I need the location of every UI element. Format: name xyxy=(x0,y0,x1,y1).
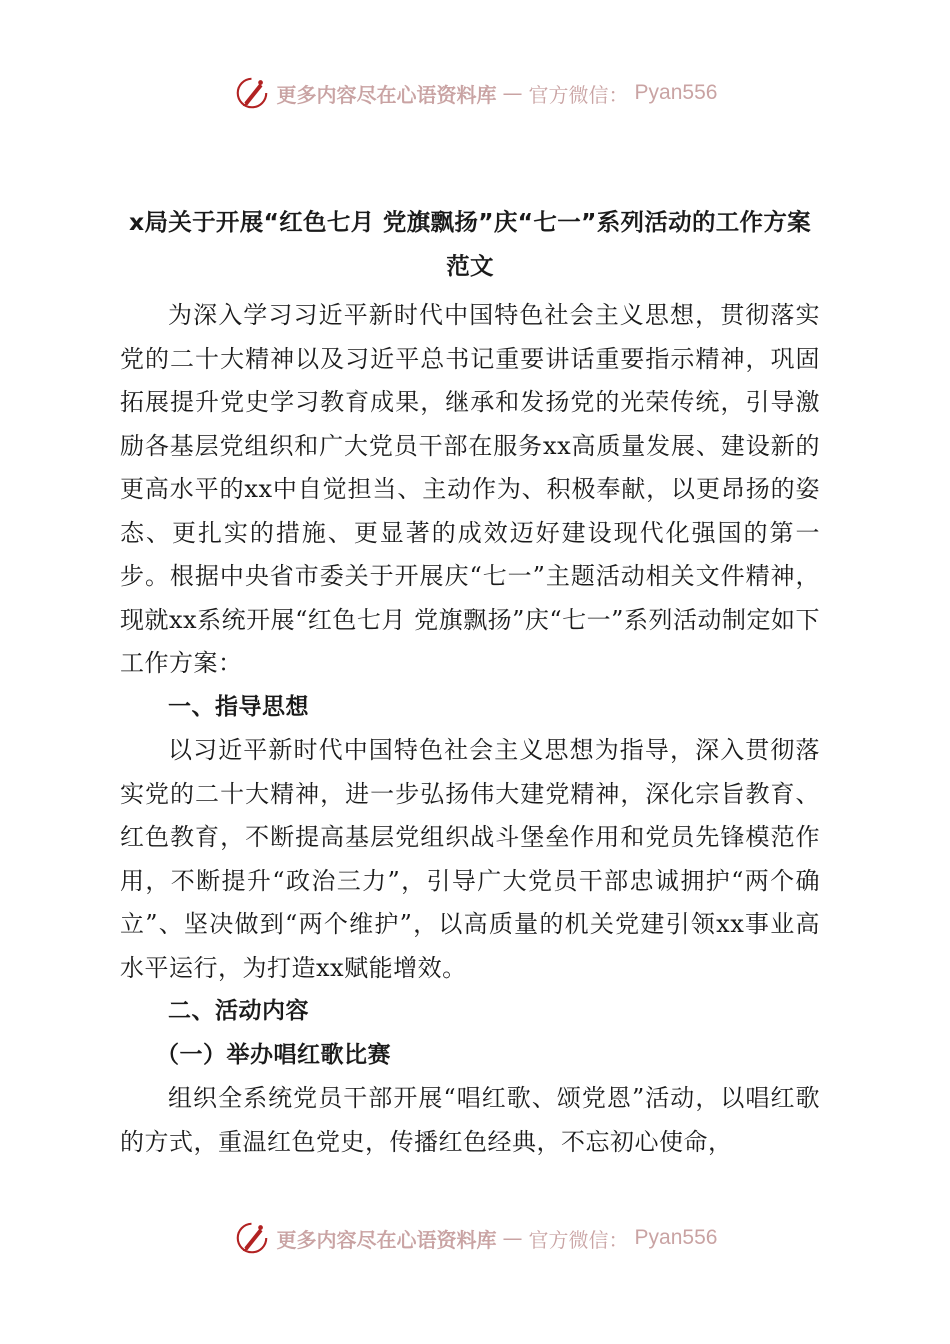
watermark-footer xyxy=(0,1218,950,1258)
watermark-brand-text: 更多内容尽在心语资料库 xyxy=(276,1227,497,1252)
intro-paragraph: 为深入学习习近平新时代中国特色社会主义思想，贯彻落实党的二十大精神以及习近平总书记重要讲话重要指示精神，巩固拓展提升党史学习教育成果，继承和发扬党的光荣传统，引导激励各基层党组织和广大党员干部在服务xx高质量发展、建设新的更高水平的xx中自觉担当、主动作为、积极奉献，以更昂扬的姿态、更扎实的措施、更显著的成效迈好建设现代化强国的第一步。根据中央省市委关于开展庆“七一”主题活动相关文件精神，现就xx系统开展“红色七月 党旗飘扬”庆“七一”系列活动制定如下工作方案： xyxy=(120,301,820,677)
watermark-wechat-label: 官方微信： xyxy=(528,82,629,107)
red-song-contest-paragraph: 组织全系统党员干部开展“唱红歌、颂党恩”活动，以唱红歌的方式，重温红色党史，传播红色经典，不忘初心使命， xyxy=(120,1084,820,1156)
subsection-heading-red-song-contest: （一）举办唱红歌比赛 xyxy=(156,1041,391,1068)
watermark-wechat-id: Pyan556 xyxy=(634,81,718,104)
watermark-brand-text: 更多内容尽在心语资料库 xyxy=(276,82,497,107)
pen-nib-logo-icon xyxy=(233,1219,271,1257)
document-title: x局关于开展“红色七月 党旗飘扬”庆“七一”系列活动的工作方案范文 xyxy=(129,208,811,280)
section-heading-activity-content: 二、活动内容 xyxy=(168,998,309,1024)
watermark-wechat-id: Pyan556 xyxy=(634,1226,718,1249)
section-heading-guiding-ideology: 一、指导思想 xyxy=(168,693,309,720)
pen-nib-logo-icon xyxy=(233,74,271,112)
guiding-ideology-paragraph: 以习近平新时代中国特色社会主义思想为指导，深入贯彻落实党的二十大精神，进一步弘扬伟大建党精神，深化宗旨教育、红色教育，不断提高基层党组织战斗堡垒作用和党员先锋模范作用，不断提升“政治三力”，引导广大党员干部忠诚拥护“两个确立”、坚决做到“两个维护”，以高质量的机关党建引领xx事业高水平运行，为打造xx赋能增效。 xyxy=(120,736,820,982)
watermark-dash: — xyxy=(502,81,523,105)
watermark-dash: — xyxy=(502,1226,523,1250)
document-body xyxy=(120,200,820,1164)
watermark-wechat-label: 官方微信： xyxy=(528,1227,629,1252)
watermark-header xyxy=(0,73,950,113)
